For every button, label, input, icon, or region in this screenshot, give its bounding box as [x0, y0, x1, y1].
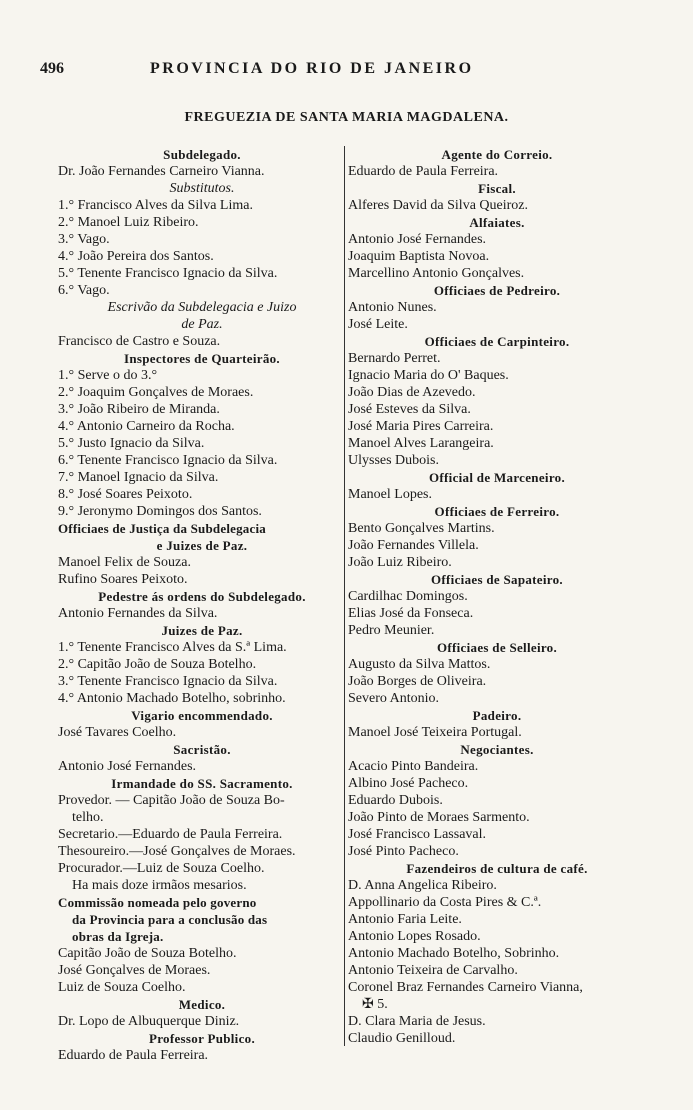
section-heading: Padeiro. [472, 708, 522, 723]
section-heading: Agente do Correio. [441, 147, 553, 162]
entry-line: Eduardo de Paula Ferreira. [58, 1048, 209, 1063]
section-heading: Pedestre ás ordens do Subdelegado. [98, 589, 306, 604]
entry-line: José Leite. [348, 317, 408, 332]
entry-line: João Fernandes Villela. [348, 538, 479, 553]
entry-line: Antonio Machado Botelho, Sobrinho. [348, 946, 560, 961]
column-divider [344, 146, 345, 1046]
entry-line: Bento Gonçalves Martins. [348, 521, 495, 536]
entry-line: 5.° Tenente Francisco Ignacio da Silva. [58, 266, 278, 281]
entry-line: Joaquim Baptista Novoa. [348, 249, 490, 264]
entry-line: Capitão João de Souza Botelho. [58, 946, 237, 961]
entry-line: José Esteves da Silva. [348, 402, 471, 417]
section-title: FREGUEZIA DE SANTA MARIA MAGDALENA. [184, 110, 509, 125]
entry-line: Secretario.—Eduardo de Paula Ferreira. [58, 827, 283, 842]
entry-line: 3.° Vago. [58, 232, 110, 247]
section-heading: obras da Igreja. [72, 929, 164, 944]
section-heading: Officiaes de Justiça da Subdelegacia [58, 521, 266, 536]
entry-line: 7.° Manoel Ignacio da Silva. [58, 470, 219, 485]
entry-line: Augusto da Silva Mattos. [348, 657, 491, 672]
entry-line: 2.° Manoel Luiz Ribeiro. [58, 215, 199, 230]
entry-line: Marcellino Antonio Gonçalves. [348, 266, 525, 281]
entry-line: João Dias de Azevedo. [348, 385, 476, 400]
entry-line: Antonio José Fernandes. [58, 759, 197, 774]
section-heading: Commissão nomeada pelo governo [58, 895, 257, 910]
entry-line: 4.° João Pereira dos Santos. [58, 249, 214, 264]
section-heading: Subdelegado. [163, 147, 241, 162]
entry-line: 6.° Tenente Francisco Ignacio da Silva. [58, 453, 278, 468]
entry-line: João Luiz Ribeiro. [348, 555, 452, 570]
entry-line: Alferes David da Silva Queiroz. [348, 198, 528, 213]
entry-line: 1.° Tenente Francisco Alves da S.ª Lima. [58, 640, 287, 655]
entry-line: Dr. João Fernandes Carneiro Vianna. [58, 164, 265, 179]
entry-line: 1.° Francisco Alves da Silva Lima. [58, 198, 253, 213]
entry-line: Dr. Lopo de Albuquerque Diniz. [58, 1014, 240, 1029]
entry-line: Coronel Braz Fernandes Carneiro Vianna, [348, 980, 583, 995]
entry-line: Procurador.—Luiz de Souza Coelho. [58, 861, 265, 876]
entry-line: 1.° Serve o do 3.° [58, 368, 158, 383]
entry-line: Acacio Pinto Bandeira. [348, 759, 479, 774]
entry-line: Antonio Fernandes da Silva. [58, 606, 218, 621]
entry-line: Manoel Felix de Souza. [58, 555, 191, 570]
entry-line: Ha mais doze irmãos mesarios. [72, 878, 247, 893]
entry-line: José Maria Pires Carreira. [348, 419, 494, 434]
entry-line: João Pinto de Moraes Sarmento. [348, 810, 530, 825]
entry-line: Bernardo Perret. [348, 351, 441, 366]
entry-line: 6.° Vago. [58, 283, 110, 298]
section-heading: Officiaes de Sapateiro. [431, 572, 563, 587]
section-heading: Medico. [178, 997, 226, 1012]
entry-line: José Pinto Pacheco. [348, 844, 459, 859]
entry-line: telho. [72, 810, 104, 825]
section-heading: Irmandade do SS. Sacramento. [111, 776, 293, 791]
entry-line: João Borges de Oliveira. [348, 674, 487, 689]
entry-line: Manoel José Teixeira Portugal. [348, 725, 522, 740]
entry-line: Antonio Faria Leite. [348, 912, 462, 927]
section-heading: Professor Publico. [148, 1031, 256, 1046]
section-heading: Fazendeiros de cultura de café. [406, 861, 588, 876]
entry-line: Ulysses Dubois. [348, 453, 440, 468]
entry-line: Eduardo de Paula Ferreira. [348, 164, 499, 179]
section-heading: de Paz. [181, 317, 223, 332]
entry-line: 9.° Jeronymo Domingos dos Santos. [58, 504, 262, 519]
section-heading: Fiscal. [478, 181, 516, 196]
entry-line: Cardilhac Domingos. [348, 589, 468, 604]
entry-line: Antonio Lopes Rosado. [348, 929, 481, 944]
entry-line: Severo Antonio. [348, 691, 439, 706]
entry-line: Rufino Soares Peixoto. [58, 572, 188, 587]
entry-line: 8.° José Soares Peixoto. [58, 487, 193, 502]
entry-line: Pedro Meunier. [348, 623, 435, 638]
entry-line: Antonio Teixeira de Carvalho. [348, 963, 518, 978]
section-heading: Officiaes de Selleiro. [436, 640, 558, 655]
section-heading: Juizes de Paz. [161, 623, 243, 638]
section-heading: Sacristão. [173, 742, 231, 757]
entry-line: D. Anna Angelica Ribeiro. [348, 878, 497, 893]
entry-line: José Tavares Coelho. [58, 725, 177, 740]
entry-line: Claudio Genilloud. [348, 1031, 456, 1046]
section-heading: Inspectores de Quarteirão. [124, 351, 280, 366]
entry-line: Elias José da Fonseca. [348, 606, 474, 621]
page-number: 496 [40, 60, 64, 77]
entry-line: Antonio José Fernandes. [348, 232, 487, 247]
page-header [40, 60, 640, 82]
entry-line: Provedor. — Capitão João de Souza Bo- [58, 793, 285, 808]
entry-line: 2.° Capitão João de Souza Botelho. [58, 657, 257, 672]
entry-line: D. Clara Maria de Jesus. [348, 1014, 486, 1029]
entry-line: Antonio Nunes. [348, 300, 437, 315]
entry-line: Francisco de Castro e Souza. [58, 334, 221, 349]
entry-line: 4.° Antonio Machado Botelho, sobrinho. [58, 691, 286, 706]
section-heading: Officiaes de Ferreiro. [434, 504, 560, 519]
section-heading: Officiaes de Carpinteiro. [424, 334, 570, 349]
section-heading: Negociantes. [460, 742, 534, 757]
section-heading: Substitutos. [169, 181, 235, 196]
entry-line: Eduardo Dubois. [348, 793, 443, 808]
right-column [348, 146, 646, 1047]
section-heading: Official de Marceneiro. [428, 470, 566, 485]
entry-line: Luiz de Souza Coelho. [58, 980, 186, 995]
section-heading: Officiaes de Pedreiro. [433, 283, 561, 298]
entry-line: 3.° Tenente Francisco Ignacio da Silva. [58, 674, 278, 689]
entry-line: Manoel Lopes. [348, 487, 432, 502]
entry-line: 4.° Antonio Carneiro da Rocha. [58, 419, 235, 434]
entry-line: ✠ 5. [362, 997, 388, 1012]
entry-line: José Gonçalves de Moraes. [58, 963, 211, 978]
entry-line: 2.° Joaquim Gonçalves de Moraes. [58, 385, 254, 400]
section-heading: Vigario encommendado. [131, 708, 273, 723]
section-heading: Alfaiates. [469, 215, 525, 230]
entry-line: Appollinario da Costa Pires & C.ª. [348, 895, 542, 910]
left-column [58, 146, 346, 1064]
entry-line: Manoel Alves Larangeira. [348, 436, 494, 451]
section-heading: da Provincia para a conclusão das [72, 912, 268, 927]
entry-line: Thesoureiro.—José Gonçalves de Moraes. [58, 844, 296, 859]
entry-line: José Francisco Lassaval. [348, 827, 487, 842]
entry-line: Ignacio Maria do O' Baques. [348, 368, 509, 383]
running-title: PROVINCIA DO RIO DE JANEIRO [150, 60, 474, 77]
entry-line: 5.° Justo Ignacio da Silva. [58, 436, 205, 451]
section-heading: e Juizes de Paz. [156, 538, 248, 553]
section-heading: Escrivão da Subdelegacia e Juizo [107, 300, 297, 315]
entry-line: 3.° João Ribeiro de Miranda. [58, 402, 220, 417]
entry-line: Albino José Pacheco. [348, 776, 469, 791]
